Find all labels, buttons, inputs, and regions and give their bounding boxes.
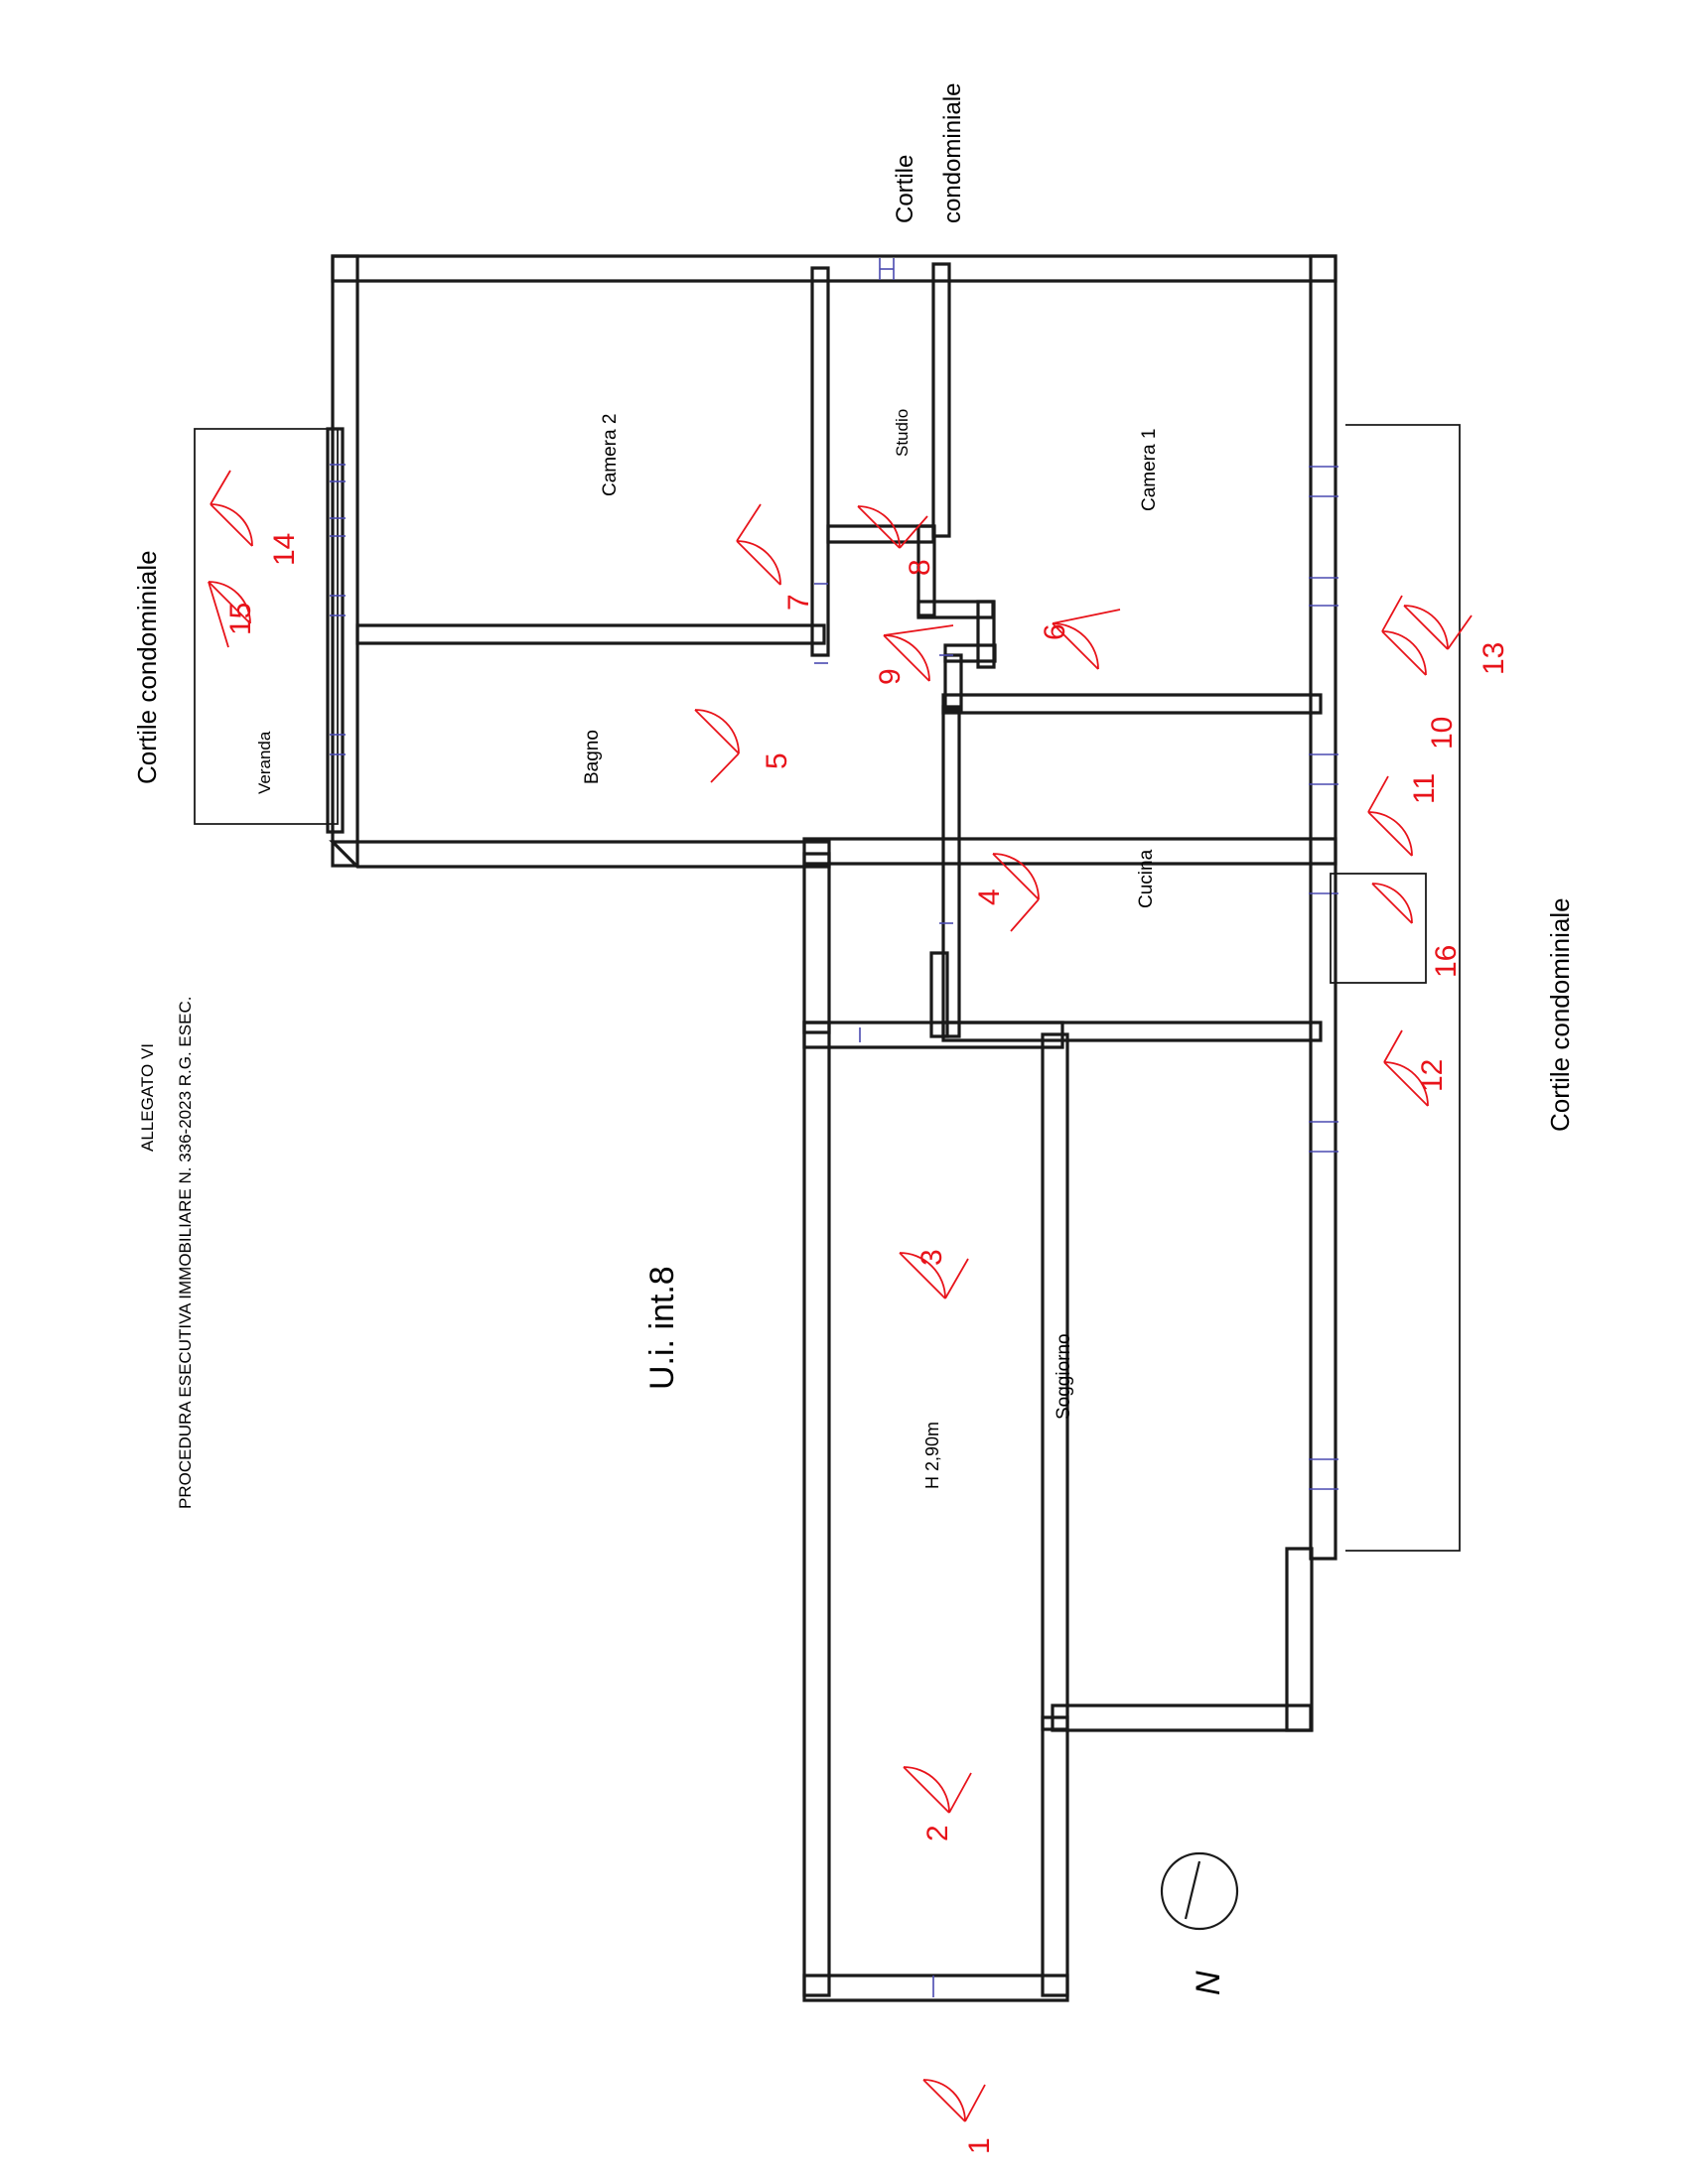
opening-number-14: 14 bbox=[268, 532, 301, 566]
room-label-studio: Studio bbox=[893, 408, 912, 457]
height-note: H 2,90m bbox=[922, 1421, 942, 1489]
opening-number-16: 16 bbox=[1430, 944, 1463, 978]
opening-number-7: 7 bbox=[782, 594, 815, 611]
exterior-label-cortile-left: Cortile condominiale bbox=[132, 550, 162, 784]
opening-marker-5 bbox=[695, 710, 739, 782]
opening-number-13: 13 bbox=[1477, 641, 1510, 675]
opening-number-1: 1 bbox=[963, 2137, 996, 2154]
compass-rose bbox=[1162, 1853, 1237, 1929]
room-label-camera-1: Camera 1 bbox=[1139, 428, 1160, 511]
annex-label: ALLEGATO VI bbox=[138, 1043, 157, 1152]
opening-marker-1 bbox=[923, 2080, 985, 2121]
opening-number-2: 2 bbox=[921, 1825, 954, 1842]
compass-label: N bbox=[1190, 1971, 1227, 1995]
room-label-soggiorno: Soggiorno bbox=[1054, 1333, 1074, 1420]
opening-number-5: 5 bbox=[761, 752, 793, 769]
room-label-bagno: Bagno bbox=[582, 730, 603, 784]
exterior-label-cortile-top-line1: Cortile bbox=[892, 154, 918, 223]
opening-number-8: 8 bbox=[904, 559, 936, 576]
exterior-label-cortile-right: Cortile condominiale bbox=[1545, 897, 1575, 1132]
opening-marker-16 bbox=[1331, 874, 1426, 983]
opening-marker-14 bbox=[211, 471, 252, 546]
room-label-camera-2: Camera 2 bbox=[600, 413, 621, 496]
opening-number-10: 10 bbox=[1426, 716, 1459, 750]
room-label-veranda: Veranda bbox=[255, 731, 274, 794]
opening-number-3: 3 bbox=[915, 1249, 948, 1266]
opening-marker-13 bbox=[1404, 606, 1472, 649]
opening-number-6: 6 bbox=[1039, 623, 1071, 640]
opening-marker-7 bbox=[737, 504, 780, 585]
opening-marker-11 bbox=[1368, 776, 1412, 856]
exterior-label-cortile-top-line2: condominiale bbox=[939, 82, 966, 223]
opening-number-9: 9 bbox=[874, 668, 907, 685]
procedure-label: PROCEDURA ESECUTIVA IMMOBILIARE N. 336-2023 R.G. ESEC. bbox=[176, 996, 195, 1509]
opening-number-12: 12 bbox=[1416, 1058, 1449, 1092]
opening-number-15: 15 bbox=[224, 602, 257, 635]
opening-number-11: 11 bbox=[1408, 772, 1441, 804]
opening-marker-2 bbox=[904, 1767, 971, 1813]
room-label-cucina: Cucina bbox=[1136, 849, 1157, 908]
opening-number-4: 4 bbox=[973, 888, 1006, 905]
unit-label: U.i. int.8 bbox=[643, 1266, 681, 1390]
